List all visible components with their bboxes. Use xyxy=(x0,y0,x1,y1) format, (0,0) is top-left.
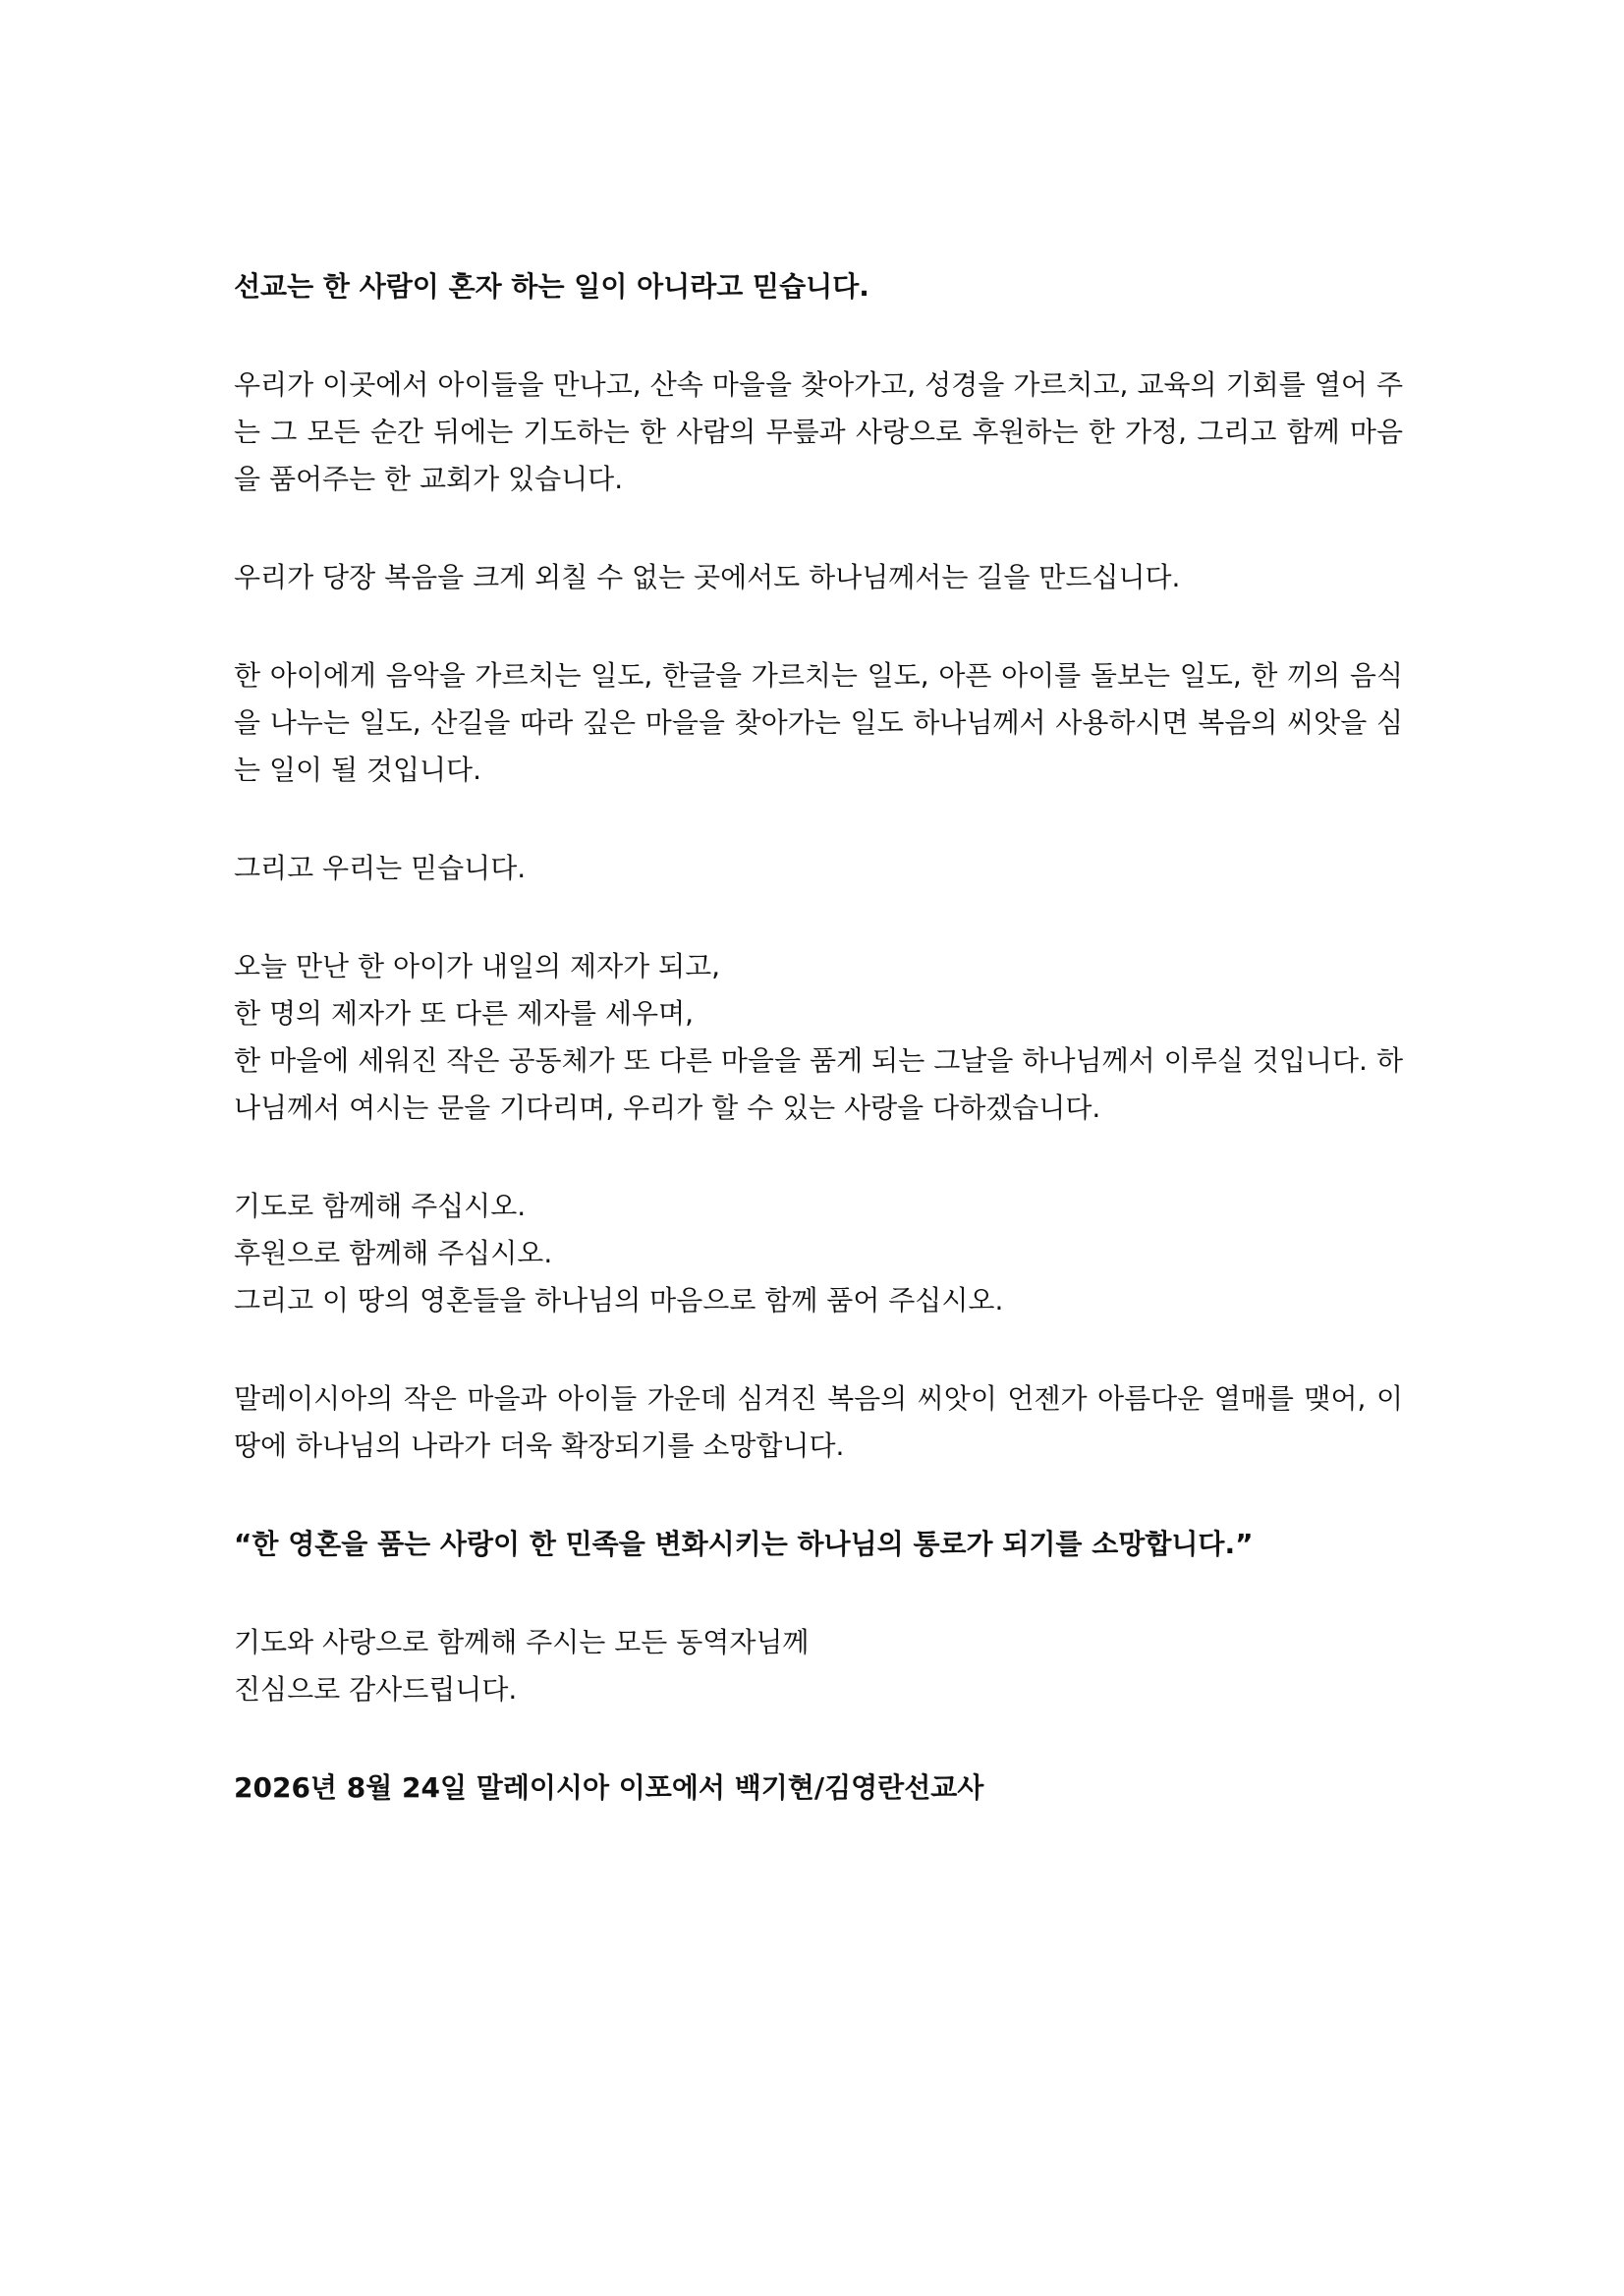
thanks xyxy=(234,1619,1403,1713)
paragraph-5-line-3: 한 마을에 세워진 작은 공동체가 또 다른 마을을 품게 되는 그날을 하나님께서 이루실 것입니다. 하나님께서 여시는 문을 기다리며, 우리가 할 수 있는 사랑을 다하겠습니다. xyxy=(234,1044,1403,1124)
paragraph-6-line-2: 후원으로 함께해 주십시오. xyxy=(234,1237,553,1269)
paragraph-4: 그리고 우리는 믿습니다. xyxy=(234,852,527,884)
paragraph-3: 한 아이에게 음악을 가르치는 일도, 한글을 가르치는 일도, 아픈 아이를 돌보는 일도, 한 끼의 음식을 나누는 일도, 산길을 따라 깊은 마을을 찾아가는 일도 하나님께서 사용하시면 복음의 씨앗을 심는 일이 될 것입니다. xyxy=(234,659,1403,786)
paragraph-5-line-1: 오늘 만난 한 아이가 내일의 제자가 되고, xyxy=(234,950,721,982)
heading: 선교는 한 사람이 혼자 하는 일이 아니라고 믿습니다. xyxy=(234,270,869,303)
paragraph-2: 우리가 당장 복음을 크게 외칠 수 없는 곳에서도 하나님께서는 길을 만드십니다. xyxy=(234,561,1181,593)
paragraph-5-line-2: 한 명의 제자가 또 다른 제자를 세우며, xyxy=(234,997,695,1030)
paragraph-1: 우리가 이곳에서 아이들을 만나고, 산속 마을을 찾아가고, 성경을 가르치고, 교육의 기회를 열어 주는 그 모든 순간 뒤에는 기도하는 한 사람의 무릎과 사랑으로 후원하는 한 가정, 그리고 함께 마음을 품어주는 한 교회가 있습니다. xyxy=(234,368,1403,495)
thanks-line-2: 진심으로 감사드립니다. xyxy=(234,1673,518,1706)
quote: “한 영혼을 품는 사랑이 한 민족을 변화시키는 하나님의 통로가 되기를 소망합니다.” xyxy=(234,1528,1254,1560)
thanks-line-1: 기도와 사랑으로 함께해 주시는 모든 동역자님께 xyxy=(234,1626,810,1658)
signature: 2026년 8월 24일 말레이시아 이포에서 백기현/김영란선교사 xyxy=(234,1771,984,1804)
paragraph-6 xyxy=(234,1183,1403,1324)
paragraph-6-line-3: 그리고 이 땅의 영혼들을 하나님의 마음으로 함께 품어 주십시오. xyxy=(234,1284,1004,1316)
paragraph-6-line-1: 기도로 함께해 주십시오. xyxy=(234,1190,527,1222)
letter-page xyxy=(234,263,1403,1812)
paragraph-5 xyxy=(234,943,1403,1132)
paragraph-7: 말레이시아의 작은 마을과 아이들 가운데 심겨진 복음의 씨앗이 언젠가 아름다운 열매를 맺어, 이 땅에 하나님의 나라가 더욱 확장되기를 소망합니다. xyxy=(234,1382,1403,1462)
